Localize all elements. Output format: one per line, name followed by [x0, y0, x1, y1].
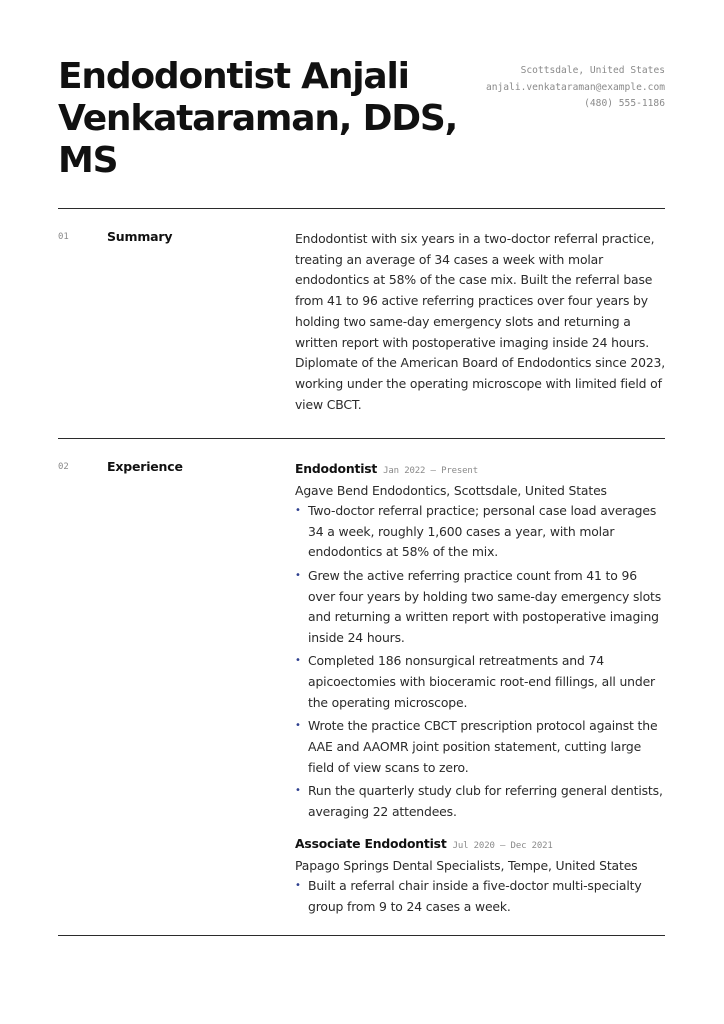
- job-company: Agave Bend Endodontics, Scottsdale, United States: [295, 483, 607, 498]
- experience-list: [295, 459, 666, 930]
- bullet-dot-icon: •: [295, 569, 301, 581]
- bullet-dot-icon: •: [295, 655, 301, 667]
- job-dates: Jul 2020 – Dec 2021: [452, 841, 553, 852]
- bullet-text: Built a referral chair inside a five-doctor multi-specialty group from 9 to 24 cases a week.: [308, 878, 642, 914]
- job-entry: [295, 459, 666, 822]
- section-number: 02: [58, 462, 69, 472]
- phone-text: (480) 555-1186: [584, 98, 665, 109]
- bullet-text: Grew the active referring practice count from 41 to 96 over four years by holding two same-day emergency slots and returning a written report with postoperative imaging inside 24 hours.: [308, 567, 662, 645]
- experience-section: [58, 459, 665, 919]
- contact-block: [486, 63, 665, 113]
- section-title-summary: Summary: [107, 229, 173, 244]
- job-title: Endodontist: [295, 461, 378, 476]
- summary-section: [58, 229, 665, 419]
- bullet-text: Two-doctor referral practice; personal case load averages 34 a week, roughly 1,600 cases a year, with molar endodontics at 58% of the mix.: [308, 503, 657, 560]
- divider-middle: [58, 438, 665, 439]
- bullet-item: [295, 781, 666, 822]
- bullet-dot-icon: •: [295, 880, 301, 892]
- bullet-text: Wrote the practice CBCT prescription protocol against the AAE and AAOMR joint position statement, cutting large field of view scans to zero.: [308, 718, 658, 775]
- divider-top: [58, 208, 665, 209]
- job-company: Papago Springs Dental Specialists, Tempe, United States: [295, 858, 638, 874]
- job-header: [295, 459, 666, 481]
- bullet-dot-icon: •: [295, 720, 301, 732]
- location-text: Scottsdale, United States: [520, 65, 665, 76]
- candidate-name: Endodontist Anjali Venkataraman, DDS, MS: [58, 56, 458, 181]
- divider-bottom: [58, 935, 665, 936]
- bullet-text: Completed 186 nonsurgical retreatments and 74 apicoectomies with bioceramic root-end fillings, all under the operating microscope.: [308, 653, 655, 710]
- bullet-dot-icon: •: [295, 505, 301, 516]
- bullet-dot-icon: •: [295, 784, 301, 796]
- job-entry: [295, 834, 666, 917]
- resume-header: [58, 56, 665, 188]
- bullet-item: [295, 566, 666, 649]
- bullet-item: [295, 716, 666, 778]
- section-title-experience: Experience: [107, 459, 183, 474]
- job-header: [295, 834, 666, 856]
- bullet-item: [295, 651, 666, 713]
- bullet-text: Run the quarterly study club for referring general dentists, averaging 22 attendees.: [308, 782, 663, 819]
- bullet-item: [295, 501, 666, 563]
- job-title: Associate Endodontist: [295, 836, 447, 852]
- job-bullets: [295, 501, 666, 822]
- bullet-item: [295, 876, 666, 917]
- job-bullets: [295, 876, 666, 917]
- job-dates: Jan 2022 – Present: [383, 466, 478, 476]
- section-number: 01: [58, 232, 69, 242]
- email-link[interactable]: anjali.venkataraman@example.com: [485, 81, 665, 93]
- summary-text: Endodontist with six years in a two-doctor referral practice, treating an average of 34 cases a week with molar endodontics at 58% of the case mix. Built the referral base from 41 to 96 active referring practices over four years by holding two same-day emergency slots and returning a written report with postoperative imaging inside 24 hours. Diplomate of the American Board of Endodontics since 2023, working under the operating microscope with limited field of view CBCT.: [295, 231, 666, 412]
